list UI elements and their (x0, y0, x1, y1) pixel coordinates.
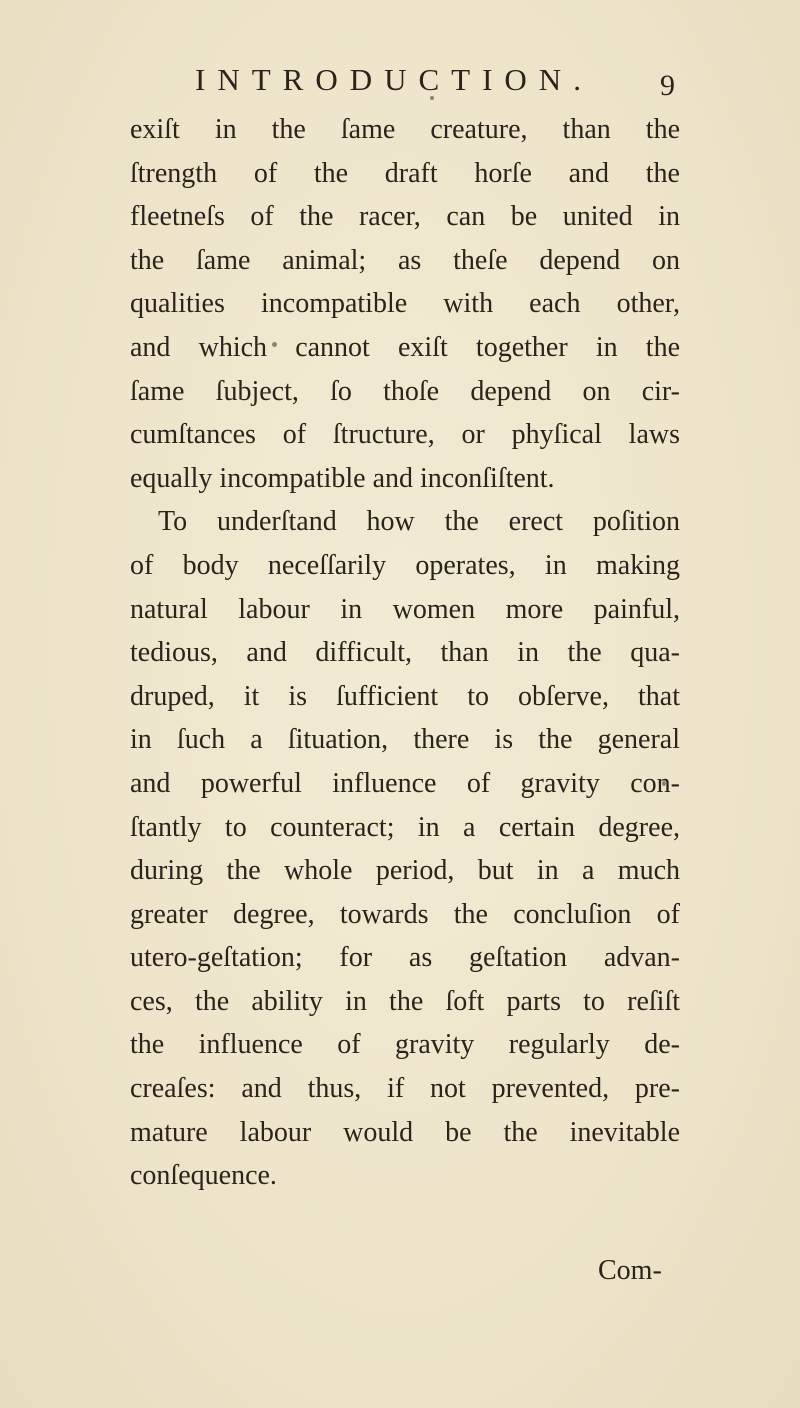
text-line: of body neceſſarily operates, in making (130, 549, 680, 581)
text-line: ſame ſubject, ſo thoſe depend on cir- (130, 375, 680, 407)
text-line: qualities incompatible with each other, (130, 288, 680, 320)
text-line: utero-geſtation; for as geſtation advan- (130, 942, 680, 974)
running-title: INTRODUCTION. (195, 62, 593, 97)
text-line: fleetneſs of the racer, can be united in (130, 201, 680, 233)
text-line: tedious, and difficult, than in the qua- (130, 637, 680, 669)
text-line: ſtrength of the draft horſe and the (130, 157, 680, 189)
text-line: greater degree, towards the concluſion of (130, 898, 680, 930)
text-line: creaſes: and thus, if not prevented, pre- (130, 1073, 680, 1105)
text-line: and powerful influence of gravity con- (130, 767, 680, 799)
text-line: cumſtances of ſtructure, or phyſical laws (130, 419, 680, 451)
text-line: the influence of gravity regularly de- (130, 1029, 680, 1061)
body-text (130, 108, 680, 1198)
page-number: 9 (660, 69, 675, 102)
text-line: and which cannot exiſt together in the (130, 331, 680, 363)
text-line: ſtantly to counteract; in a certain degree, (130, 811, 680, 843)
text-line: druped, it is ſufficient to obſerve, that (130, 680, 680, 712)
text-line: ces, the ability in the ſoft parts to reſiſt (130, 985, 680, 1017)
running-head (195, 60, 675, 100)
text-line: the ſame animal; as theſe depend on (130, 244, 680, 276)
text-line: conſequence. (130, 1160, 277, 1192)
text-line: mature labour would be the inevitable (130, 1116, 680, 1148)
text-line: equally incompatible and inconſiſtent. (130, 462, 555, 494)
paragraph-start-line: To underſtand how the erect poſition (158, 506, 680, 538)
text-line: in ſuch a ſituation, there is the general (130, 724, 680, 756)
text-line: exiſt in the ſame creature, than the (130, 114, 680, 145)
catchword: Com- (598, 1255, 662, 1286)
text-line: during the whole period, but in a much (130, 855, 680, 887)
text-line: natural labour in women more painful, (130, 593, 680, 625)
